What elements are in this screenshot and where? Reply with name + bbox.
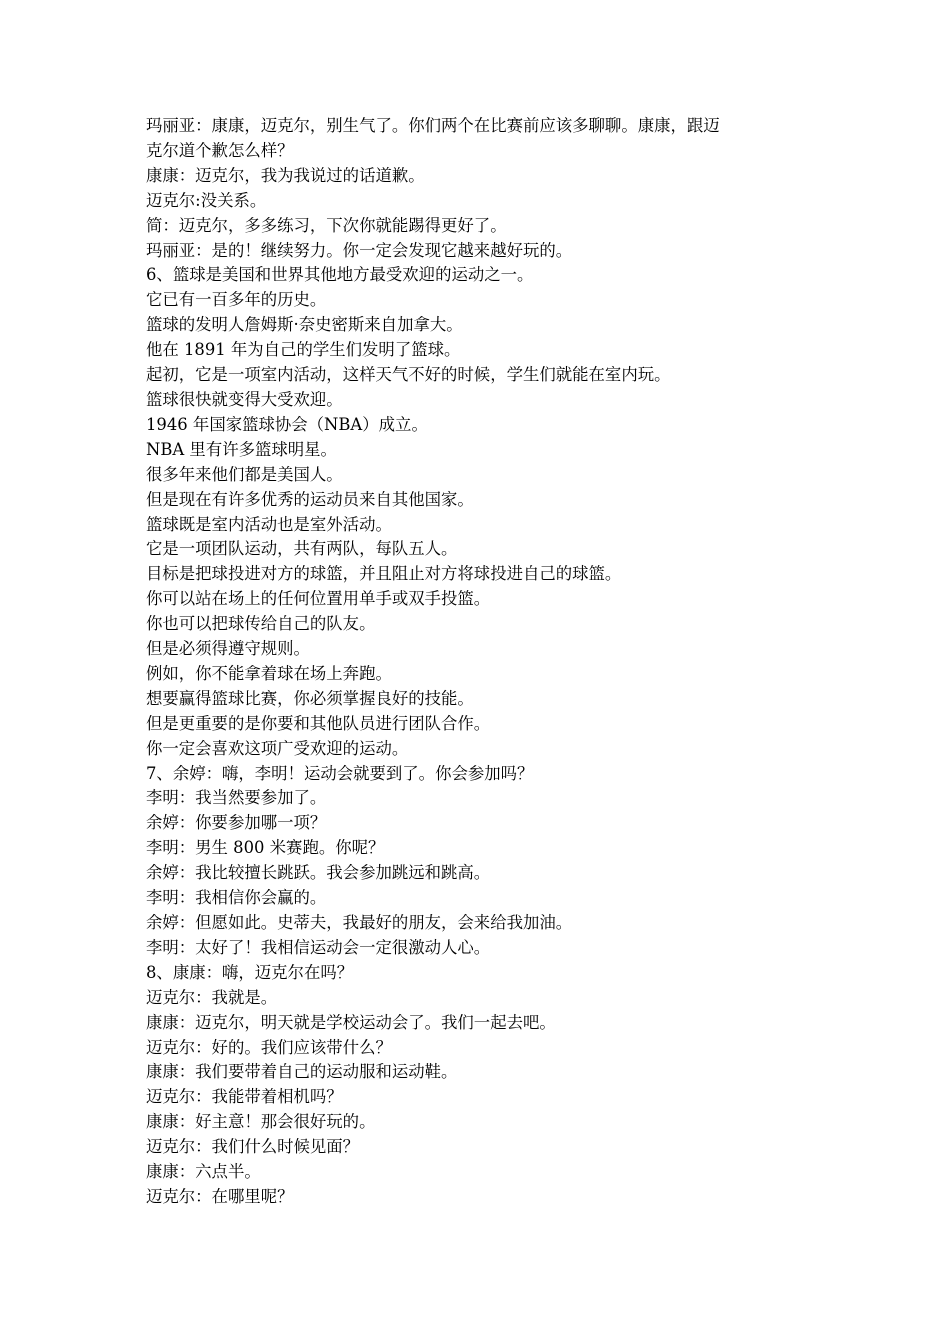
text-line: 很多年来他们都是美国人。 (146, 464, 343, 484)
text-line: 余婷：我比较擅长跳跃。我会参加跳远和跳高。 (146, 863, 491, 883)
text-line: 目标是把球投进对方的球篮，并且阻止对方将球投进自己的球篮。 (146, 564, 622, 584)
text-line: 你可以站在场上的任何位置用单手或双手投篮。 (146, 589, 491, 609)
text-line: 余婷：但愿如此。史蒂夫，我最好的朋友，会来给我加油。 (146, 913, 573, 932)
text-line: 余婷：你要参加哪一项？ (146, 813, 327, 833)
text-line: 篮球的发明人詹姆斯·奈史密斯来自加拿大。 (146, 315, 463, 335)
text-line: 康康：迈克尔，明天就是学校运动会了。我们一起去吧。 (146, 1012, 556, 1032)
text-line: 玛丽亚：是的！继续努力。你一定会发现它越来越好玩的。 (146, 240, 573, 260)
text-line: 它已有一百多年的历史。 (146, 290, 327, 310)
text-line: 他在 1891 年为自己的学生们发明了篮球。 (146, 340, 461, 360)
text-line: 1946 年国家篮球协会（NBA）成立。 (146, 414, 428, 434)
text-line: 想要赢得篮球比赛，你必须掌握良好的技能。 (146, 688, 474, 708)
text-line: 迈克尔:没关系。 (146, 190, 267, 210)
text-line: 篮球很快就变得大受欢迎。 (146, 389, 343, 409)
text-line: 8、康康：嗨，迈克尔在吗？ (146, 962, 354, 982)
text-line: 克尔道个歉怎么样？ (146, 140, 294, 160)
text-line: 康康：我们要带着自己的运动服和运动鞋。 (146, 1062, 458, 1082)
text-line: 它是一项团队运动，共有两队，每队五人。 (146, 539, 458, 559)
text-line: 迈克尔：我们什么时候见面？ (146, 1137, 360, 1157)
text-line: 简：迈克尔，多多练习，下次你就能踢得更好了。 (146, 215, 507, 235)
text-line: 但是必须得遵守规则。 (146, 639, 310, 659)
text-line: 6、篮球是美国和世界其他地方最受欢迎的运动之一。 (146, 265, 534, 285)
text-line: 你一定会喜欢这项广受欢迎的运动。 (146, 738, 409, 758)
document-body (146, 114, 814, 1210)
text-line: 但是更重要的是你要和其他队员进行团队合作。 (146, 713, 491, 733)
text-line: 康康：六点半。 (146, 1162, 261, 1182)
text-line: 迈克尔：好的。我们应该带什么？ (146, 1037, 392, 1057)
text-line: 迈克尔：我能带着相机吗？ (146, 1087, 343, 1107)
text-line: 李明：我当然要参加了。 (146, 788, 327, 808)
text-line: 康康：好主意！那会很好玩的。 (146, 1112, 376, 1132)
text-line: 你也可以把球传给自己的队友。 (146, 614, 376, 634)
text-line: 李明：男生 800 米赛跑。你呢？ (146, 838, 385, 858)
text-line: 起初，它是一项室内活动，这样天气不好的时候，学生们就能在室内玩。 (146, 365, 671, 385)
text-line: 但是现在有许多优秀的运动员来自其他国家。 (146, 489, 474, 509)
text-line: 李明：太好了！我相信运动会一定很激动人心。 (146, 937, 491, 957)
text-line: 篮球既是室内活动也是室外活动。 (146, 514, 392, 534)
text-line: 玛丽亚：康康，迈克尔，别生气了。你们两个在比赛前应该多聊聊。康康，跟迈 (146, 116, 720, 135)
text-line: 迈克尔：我就是。 (146, 987, 278, 1007)
text-line: NBA 里有许多篮球明星。 (146, 439, 337, 459)
text-line: 康康：迈克尔，我为我说过的话道歉。 (146, 165, 425, 185)
text-line: 李明：我相信你会赢的。 (146, 888, 327, 908)
text-line: 例如，你不能拿着球在场上奔跑。 (146, 663, 392, 683)
text-line: 迈克尔：在哪里呢？ (146, 1186, 294, 1206)
text-line: 7、余婷：嗨，李明！运动会就要到了。你会参加吗？ (146, 763, 534, 783)
